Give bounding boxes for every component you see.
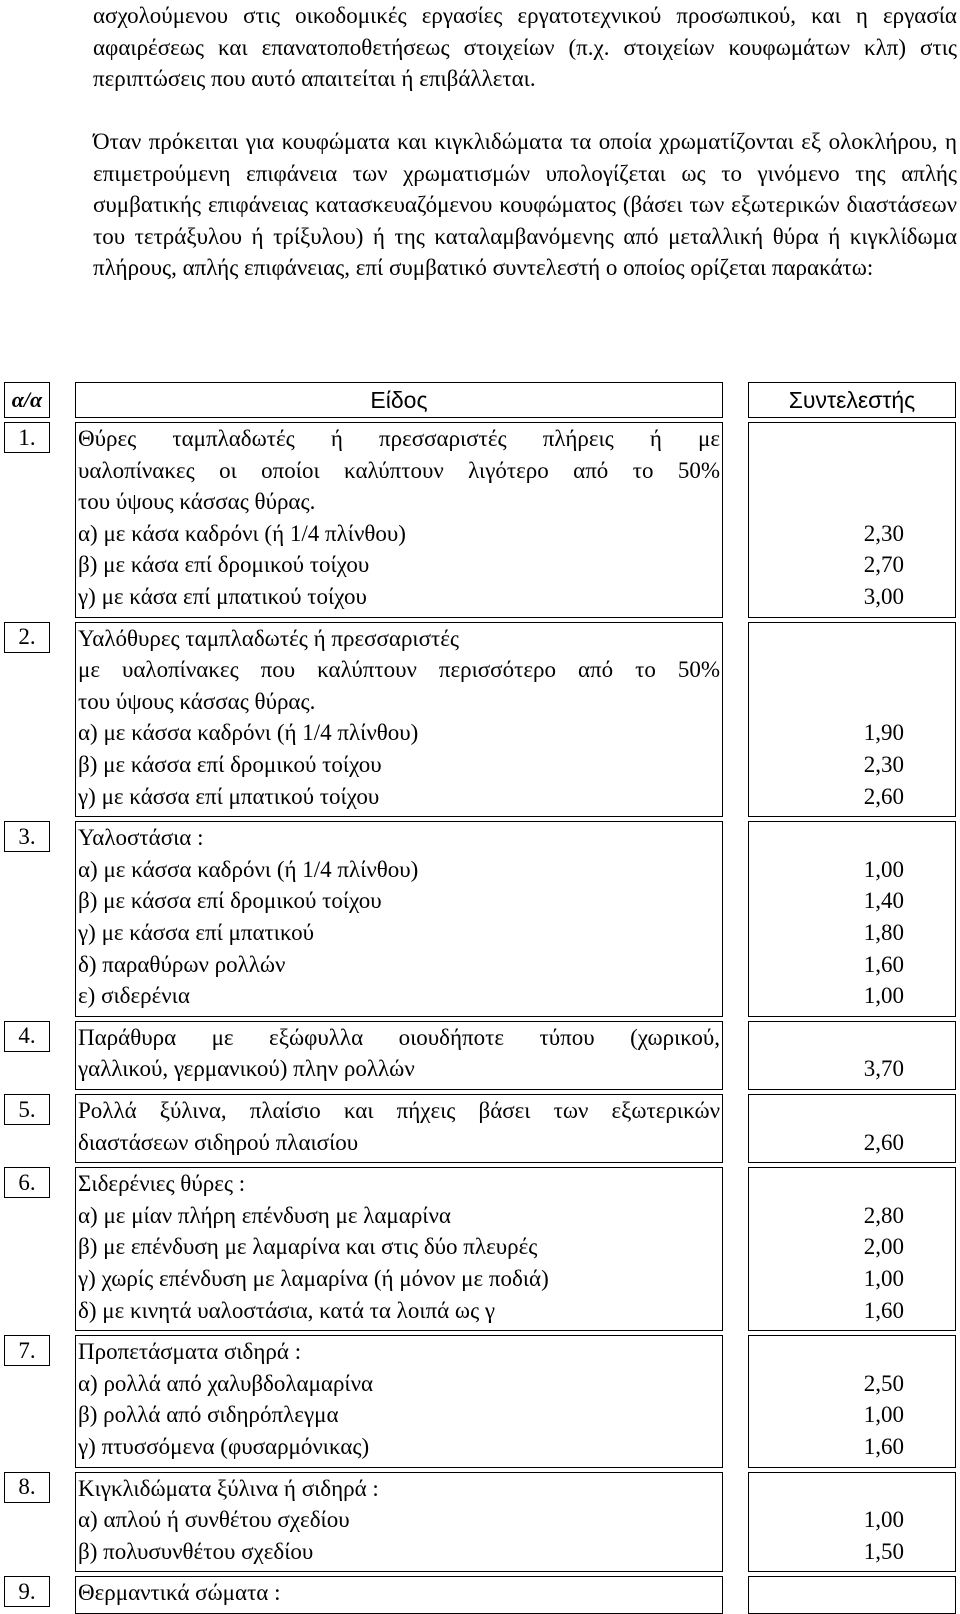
coefficient-value: 1,40 (863, 888, 904, 914)
row-number: 2. (18, 624, 36, 650)
row-description-line: α) με κάσσα καδρόνι (ή 1/4 πλίνθου) (78, 720, 419, 746)
row-description-line: Θερμαντικά σώματα : (78, 1580, 281, 1606)
row-number: 6. (18, 1169, 36, 1195)
row-description-line: του ύψους κάσσας θύρας. (78, 489, 316, 515)
table-header-row (0, 382, 960, 418)
coefficient-value: 1,50 (863, 1538, 904, 1564)
row-description-line: του ύψους κάσσας θύρας. (78, 688, 316, 714)
coefficient-value: 2,50 (863, 1370, 904, 1396)
coefficient-value: 2,80 (863, 1202, 904, 1228)
header-coef-cell (748, 382, 956, 418)
row-description-line: ε) σιδερένια (78, 983, 190, 1009)
row-description-line: β) με κάσσα επί δρομικού τοίχου (78, 751, 382, 777)
row-description-line: β) με επένδυση με λαμαρίνα και στις δύο πλευρές (78, 1234, 538, 1260)
row-description-line: Παράθυρα με εξώφυλλα οιουδήποτε τύπου (χωρικού, (78, 1024, 720, 1050)
row-number: 7. (18, 1337, 36, 1363)
coefficient-value: 1,80 (863, 919, 904, 945)
row-coefficient-cell (748, 1576, 956, 1614)
coefficient-value: 1,00 (863, 1265, 904, 1291)
coefficient-value: 1,60 (863, 1297, 904, 1323)
row-description-line: γαλλικού, γερμανικού) πλην ρολλών (78, 1056, 415, 1082)
coefficient-value: 2,00 (863, 1234, 904, 1260)
row-number-cell (4, 1576, 50, 1607)
header-desc-label: Είδος (370, 386, 428, 413)
row-description-line: υαλοπίνακες οι οποίοι καλύπτουν λιγότερο από το 50% (78, 457, 720, 483)
row-description-line: α) με κάσα καδρόνι (ή 1/4 πλίνθου) (78, 520, 406, 546)
row-number-cell (4, 1021, 50, 1052)
table-row (0, 1021, 960, 1090)
row-description-line: Ρολλά ξύλινα, πλαίσιο και πήχεις βάσει των εξωτερικών (78, 1098, 720, 1123)
coefficient-value: 1,00 (863, 1402, 904, 1428)
row-description-line: Θύρες ταμπλαδωτές ή πρεσσαριστές πλήρεις ή με (78, 426, 720, 451)
coefficient-value: 2,70 (863, 552, 904, 578)
row-description-line: γ) με κάσσα επί μπατικού τοίχου (78, 783, 380, 809)
coefficient-value: 1,60 (863, 1433, 904, 1459)
row-description-line: με υαλοπίνακες που καλύπτουν περισσότερο από το 50% (78, 657, 720, 683)
coefficient-value: 2,60 (863, 1129, 904, 1155)
table-row (0, 821, 960, 1017)
row-number: 4. (18, 1023, 36, 1049)
table-row (0, 1472, 960, 1573)
header-desc-cell (75, 382, 723, 418)
row-description-line: Υαλόθυρες ταμπλαδωτές ή πρεσσαριστές (78, 625, 460, 651)
row-description-line: α) με μίαν πλήρη επένδυση με λαμαρίνα (78, 1202, 451, 1228)
row-description-line: δ) με κινητά υαλοστάσια, κατά τα λοιπά ως γ (78, 1297, 496, 1323)
row-description-line: β) πολυσυνθέτου σχεδίου (78, 1538, 314, 1564)
row-description-line: Προπετάσματα σιδηρά : (78, 1339, 302, 1365)
intro-paragraph-1: ασχολούμενου στις οικοδομικές εργασίες εργατοτεχνικού προσωπικού, και η εργασία αφαιρέσεως και επανατοποθετήσεως στοιχείων (π.χ. στοιχείων κουφωμάτων κλπ) στις περιπτώσεις που αυτό απαιτείται ή επιβάλλεται. (93, 3, 957, 92)
table-row (0, 422, 960, 618)
row-description-line: β) με κάσσα επί δρομικού τοίχου (78, 888, 382, 914)
header-coef-label: Συντελεστής (788, 386, 916, 413)
row-description-line: γ) με κάσα επί μπατικού τοίχου (78, 584, 367, 609)
row-number: 8. (18, 1474, 36, 1500)
row-number-cell (4, 1094, 50, 1125)
coefficient-value: 1,00 (863, 983, 904, 1009)
table-row (0, 1335, 960, 1467)
row-number: 5. (18, 1096, 36, 1122)
coefficient-value: 2,30 (863, 751, 904, 777)
row-description-line: γ) με κάσσα επί μπατικού (78, 919, 314, 945)
coefficient-value: 1,00 (863, 856, 904, 882)
coefficient-value: 3,70 (863, 1056, 904, 1082)
table-row (0, 622, 960, 818)
row-number-cell (4, 1472, 50, 1503)
row-description-line: Σιδερένιες θύρες : (78, 1171, 246, 1197)
row-number-cell (4, 622, 50, 653)
table-row (0, 1576, 960, 1614)
row-description-line: γ) χωρίς επένδυση με λαμαρίνα (ή μόνον με ποδιά) (78, 1265, 549, 1291)
coefficient-value: 1,00 (863, 1507, 904, 1533)
row-description-line: α) απλού ή συνθέτου σχεδίου (78, 1507, 350, 1533)
row-description-line: γ) πτυσσόμενα (φυσαρμόνικας) (78, 1433, 370, 1459)
coefficient-value: 1,60 (863, 951, 904, 977)
row-description-line: α) ρολλά από χαλυβδολαμαρίνα (78, 1370, 374, 1396)
row-description-line: δ) παραθύρων ρολλών (78, 951, 286, 977)
coefficient-value: 3,00 (863, 584, 904, 609)
row-description-line: β) ρολλά από σιδηρόπλεγμα (78, 1402, 339, 1428)
row-description-line: Κιγκλιδώματα ξύλινα ή σιδηρά : (78, 1475, 379, 1501)
row-description-line: β) με κάσα επί δρομικού τοίχου (78, 552, 370, 578)
coefficient-value: 1,90 (863, 720, 904, 746)
coefficient-value: 2,60 (863, 783, 904, 809)
row-description-line: Υαλοστάσια : (78, 825, 204, 851)
row-number: 9. (18, 1578, 36, 1604)
row-number: 3. (18, 823, 36, 849)
header-num-label: α/α (11, 387, 43, 412)
coefficient-table (0, 382, 960, 1606)
row-number-cell (4, 1335, 50, 1366)
row-number-cell (4, 1167, 50, 1198)
table-row (0, 1167, 960, 1331)
row-number: 1. (18, 424, 36, 450)
row-number-cell (4, 422, 50, 453)
coefficient-value: 2,30 (863, 520, 904, 546)
row-description-line: διαστάσεων σιδηρού πλαισίου (78, 1129, 359, 1155)
intro-paragraph-2: Όταν πρόκειται για κουφώματα και κιγκλιδώματα τα οποία χρωματίζονται εξ ολοκλήρου, η επιμετρούμενη επιφάνεια των χρωματισμών υπολογίζεται ως το γινόμενο της απλής συμβατικής επιφάνειας κατασκευαζόμενου κουφώματος (βάσει των εξωτερικών διαστάσεων του τετράξυλου ή τρίξυλου) ή της καταλαμβανόμενης από μεταλλική θύρα ή κιγκλίδωμα πλήρους, απλής επιφάνειας, επί συμβατικό συντελεστή ο οποίος ορίζεται παρακάτω: (93, 129, 957, 281)
row-description-line: α) με κάσσα καδρόνι (ή 1/4 πλίνθου) (78, 856, 419, 882)
row-number-cell (4, 821, 50, 852)
header-num-cell (4, 382, 50, 418)
table-row (0, 1094, 960, 1163)
